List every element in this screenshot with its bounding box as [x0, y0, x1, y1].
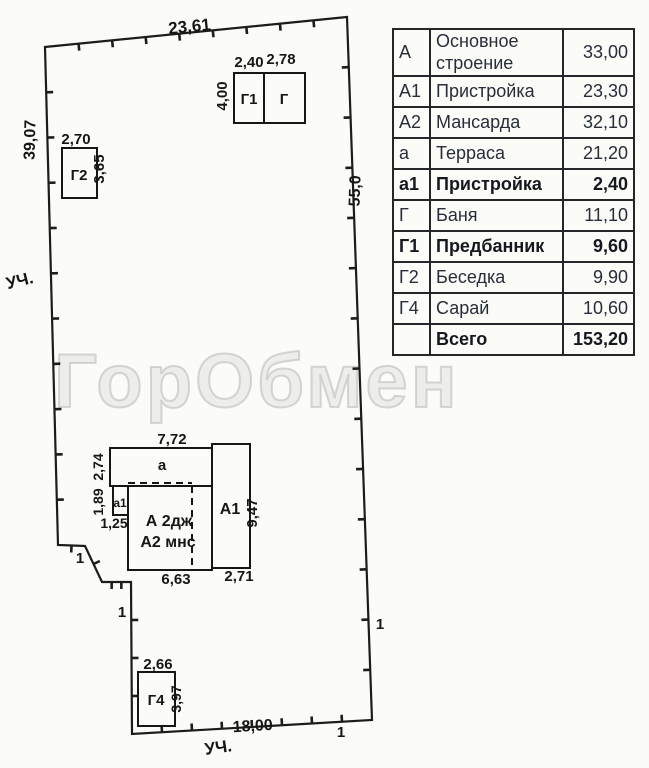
- annex-a1-outline: [212, 444, 250, 568]
- watermark-text: ГорОбмен: [54, 339, 460, 424]
- table-row: [393, 29, 634, 76]
- row-code: [393, 324, 430, 355]
- boundary-tick: [280, 24, 281, 31]
- main-house-label-line2: А2 мнс: [140, 534, 196, 551]
- parcel-label-bottom: УЧ.: [203, 736, 234, 759]
- dim-terrace-width: 7,72: [157, 431, 187, 448]
- dim-boundary-bottom: 18,00: [232, 716, 274, 737]
- terrace-label: а: [157, 457, 167, 474]
- boundary-tick: [112, 40, 113, 47]
- building-g1-g-outline: [234, 73, 305, 123]
- building-g4-label: Г4: [147, 692, 165, 709]
- row-value: 153,20: [563, 324, 634, 355]
- row-code: а: [393, 138, 430, 169]
- dim-g1-height: 4,00: [214, 81, 231, 111]
- dim-g4-width: 2,66: [143, 656, 173, 673]
- dim-g1-width: 2,40: [234, 54, 264, 71]
- row-value: 21,20: [563, 138, 634, 169]
- row-name: Сарай: [430, 293, 563, 324]
- building-g1-label: Г1: [240, 91, 258, 108]
- main-house-outline: [128, 486, 212, 570]
- row-code: А2: [393, 107, 430, 138]
- boundary-tick: [246, 27, 247, 34]
- table-row: [393, 169, 634, 200]
- row-code: А1: [393, 76, 430, 107]
- dim-annex-height: 9,47: [244, 498, 261, 528]
- row-code: Г4: [393, 293, 430, 324]
- dim-g-width: 2,78: [266, 51, 296, 68]
- porch-a1-outline: [113, 486, 128, 515]
- row-value: 9,60: [563, 231, 634, 262]
- porch-label: а1: [113, 496, 127, 510]
- dim-boundary-right: 55,0: [346, 174, 365, 207]
- main-house-label-line1: А 2дж: [145, 513, 193, 530]
- dim-g4-height: 3,97: [168, 685, 184, 713]
- boundary-tick: [313, 20, 314, 27]
- row-name: Основное строение: [430, 29, 563, 76]
- dim-porch-height: 1,89: [90, 488, 106, 516]
- dim-g2-width: 2,70: [61, 131, 91, 148]
- row-name: Баня: [430, 200, 563, 231]
- dim-annex-width: 2,71: [224, 568, 254, 585]
- building-g2-label: Г2: [70, 167, 88, 184]
- row-name: Терраса: [430, 138, 563, 169]
- dim-one-step-lower: 1: [117, 604, 127, 621]
- building-g2-outline: [62, 148, 97, 198]
- dim-one-bottom: 1: [336, 724, 346, 741]
- table-row: [393, 138, 634, 169]
- table-row: [393, 76, 634, 107]
- table-row: [393, 231, 634, 262]
- dim-main-width: 6,63: [161, 571, 191, 588]
- row-name: Всего: [430, 324, 563, 355]
- row-code: а1: [393, 169, 430, 200]
- dim-one-right: 1: [375, 616, 385, 633]
- row-value: 33,00: [563, 29, 634, 76]
- annex-label: А1: [219, 501, 241, 518]
- row-name: Пристройка: [430, 169, 563, 200]
- row-value: 10,60: [563, 293, 634, 324]
- row-name: Предбанник: [430, 231, 563, 262]
- dim-one-step-upper: 1: [75, 550, 85, 567]
- row-value: 2,40: [563, 169, 634, 200]
- parcel-label-left: УЧ.: [4, 268, 36, 294]
- row-code: Г2: [393, 262, 430, 293]
- table-row: [393, 262, 634, 293]
- row-value: 11,10: [563, 200, 634, 231]
- dim-g2-height: 3,65: [91, 154, 108, 184]
- table-row: [393, 324, 634, 355]
- row-name: Пристройка: [430, 76, 563, 107]
- building-g-label: Г: [279, 91, 289, 108]
- row-name: Мансарда: [430, 107, 563, 138]
- row-code: Г1: [393, 231, 430, 262]
- boundary-tick: [79, 44, 80, 51]
- row-code: Г: [393, 200, 430, 231]
- dim-boundary-top: 23,61: [167, 14, 212, 39]
- building-g4-outline: [138, 672, 175, 726]
- dim-boundary-left: 39,07: [21, 119, 40, 161]
- row-value: 32,10: [563, 107, 634, 138]
- terrace-outline: [110, 448, 212, 486]
- boundary-tick: [94, 561, 100, 564]
- row-code: А: [393, 29, 430, 76]
- dim-porch-width: 1,25: [100, 515, 128, 531]
- table-row: [393, 200, 634, 231]
- row-name: Беседка: [430, 262, 563, 293]
- dim-terrace-height: 2,74: [90, 453, 106, 481]
- boundary-tick: [179, 34, 180, 41]
- table-row: [393, 293, 634, 324]
- boundary-tick: [213, 30, 214, 37]
- area-table: [392, 28, 635, 356]
- boundary-tick: [146, 37, 147, 44]
- row-value: 23,30: [563, 76, 634, 107]
- table-row: [393, 107, 634, 138]
- row-value: 9,90: [563, 262, 634, 293]
